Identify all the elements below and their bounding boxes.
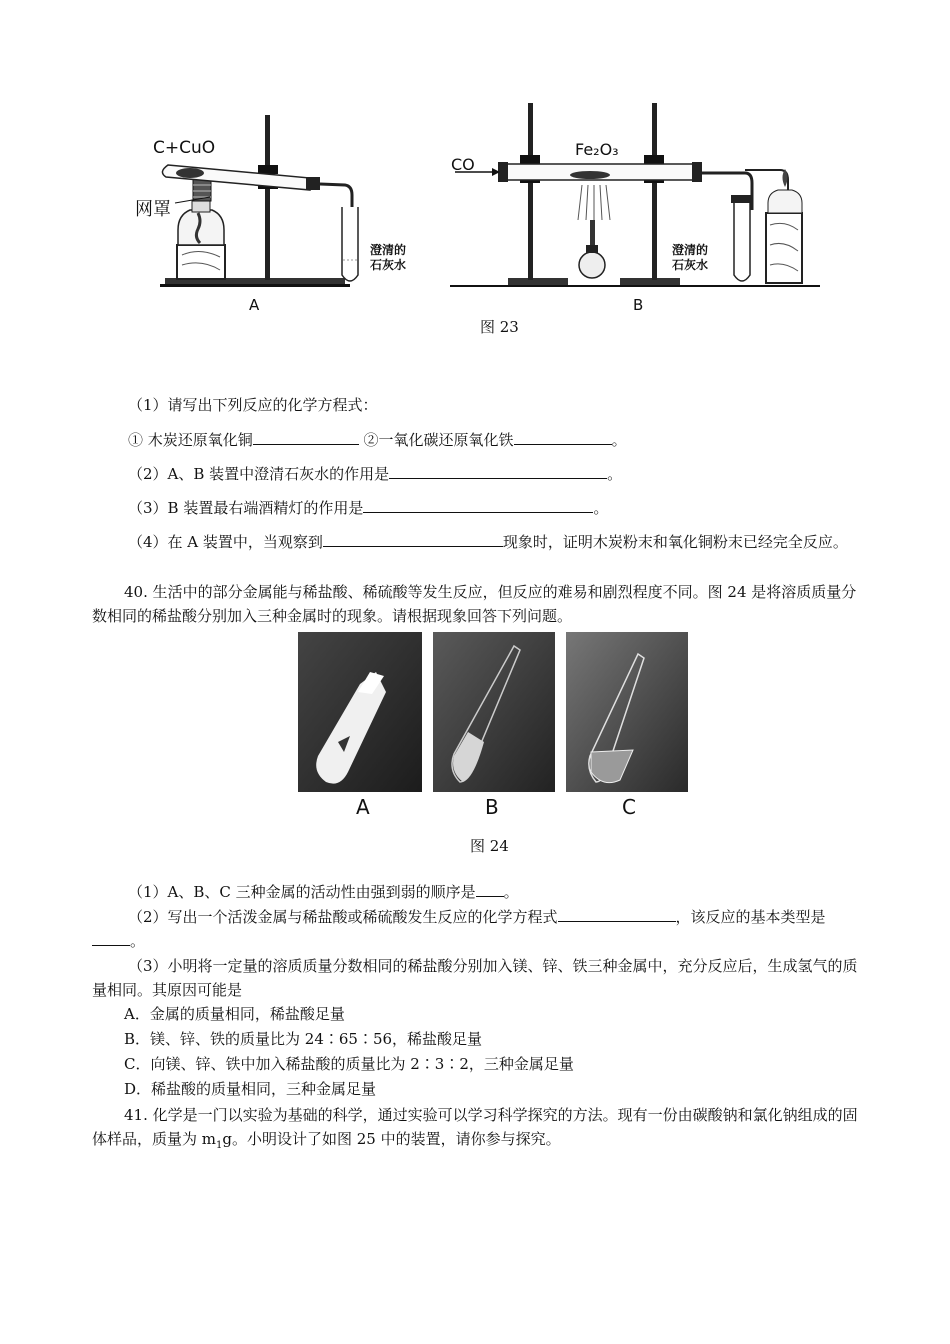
q40-2-label: （2）写出一个活泼金属与稀盐酸或稀硫酸发生反应的化学方程式 [128, 908, 558, 926]
photo-label-b: B [485, 795, 499, 819]
label-c-cuo: C+CuO [153, 138, 216, 158]
photo-label-c: C [622, 795, 636, 819]
label-net-cover: 网罩 [135, 199, 171, 220]
q39-4-tail: 现象时，证明木炭粉末和氧化铜粉末已经完全反应。 [502, 533, 848, 551]
answer-blank-40-2b[interactable] [92, 931, 130, 946]
test-tube-photos [298, 632, 688, 822]
label-fe2o3: Fe₂O₃ [575, 140, 619, 159]
q40-intro: 40. 生活中的部分金属能与稀盐酸、稀硫酸等发生反应，但反应的难易和剧烈程度不同。图 24 是将溶质质量分数相同的稀盐酸分别加入三种金属时的现象。请根据现象回答下列问题。 [92, 583, 857, 625]
answer-blank-3[interactable] [363, 498, 593, 513]
label-limewater-a-1: 澄清的 [370, 243, 407, 257]
q39-1b-label: ②一氧化碳还原氧化铁 [358, 431, 514, 449]
q39-1a-label: ① 木炭还原氧化铜 [128, 431, 253, 449]
answer-blank-40-1[interactable] [476, 882, 504, 897]
answer-blank-40-2a[interactable] [558, 907, 676, 922]
figure-23 [120, 95, 820, 320]
q40-part3: （3）小明将一定量的溶质质量分数相同的稀盐酸分别加入镁、锌、铁三种金属中，充分反应后，生成氢气的质量相同。其原因可能是 [92, 957, 858, 999]
label-panel-a: A [249, 296, 260, 314]
q40-part2 [92, 905, 862, 953]
option-b[interactable]: B．镁、锌、铁的质量比为 24∶65∶56，稀盐酸足量 [124, 1030, 483, 1048]
period: 。 [503, 883, 519, 901]
label-limewater-a-2: 石灰水 [370, 258, 407, 272]
option-c[interactable]: C．向镁、锌、铁中加入稀盐酸的质量比为 2∶3∶2，三种金属足量 [124, 1055, 574, 1073]
q39-4-label: （4）在 A 装置中，当观察到 [128, 533, 323, 551]
q39-part2 [128, 463, 622, 485]
q39-part4 [92, 530, 862, 554]
q39-2-label: （2）A、B 装置中澄清石灰水的作用是 [128, 465, 390, 483]
option-a[interactable]: A．金属的质量相同，稀盐酸足量 [124, 1005, 345, 1023]
q40-1-label: （1）A、B、C 三种金属的活动性由强到弱的顺序是 [128, 883, 476, 901]
label-limewater-b-2: 石灰水 [672, 258, 709, 272]
apparatus-diagram [120, 95, 820, 320]
answer-blank-1b[interactable] [514, 430, 612, 445]
answer-blank-1a[interactable] [253, 430, 359, 445]
label-limewater-b-1: 澄清的 [672, 243, 709, 257]
figure-24-caption: 图 24 [470, 837, 509, 855]
label-co: CO [451, 155, 475, 174]
q41-text-a: 41. 化学是一门以实验为基础的科学，通过实验可以学习科学探究的方法。现有一份由碳酸钠和氯化钠组成的固体样品，质量为 m [92, 1106, 858, 1148]
figure-24 [298, 632, 688, 822]
q41-intro [92, 1103, 862, 1158]
period: 。 [593, 499, 609, 517]
period: 。 [611, 431, 627, 449]
figure-23-caption: 图 23 [480, 318, 519, 336]
answer-blank-4[interactable] [323, 532, 503, 547]
period: 。 [130, 932, 146, 950]
q39-part1-equations [128, 429, 627, 451]
q39-part1: （1）请写出下列反应的化学方程式： [128, 396, 378, 414]
q39-part3 [128, 497, 608, 519]
label-panel-b: B [633, 296, 644, 314]
q39-3-label: （3）B 装置最右端酒精灯的作用是 [128, 499, 364, 517]
answer-blank-2[interactable] [389, 464, 607, 479]
q40-part1 [128, 881, 519, 903]
period: 。 [607, 465, 623, 483]
option-d[interactable]: D．稀盐酸的质量相同，三种金属足量 [124, 1080, 377, 1098]
q41-text-b: g。小明设计了如图 25 中的装置，请你参与探究。 [222, 1130, 561, 1148]
photo-label-a: A [356, 795, 370, 819]
q40-2-mid: ，该反应的基本类型是 [675, 908, 826, 926]
q41-subscript: 1 [216, 1140, 223, 1151]
